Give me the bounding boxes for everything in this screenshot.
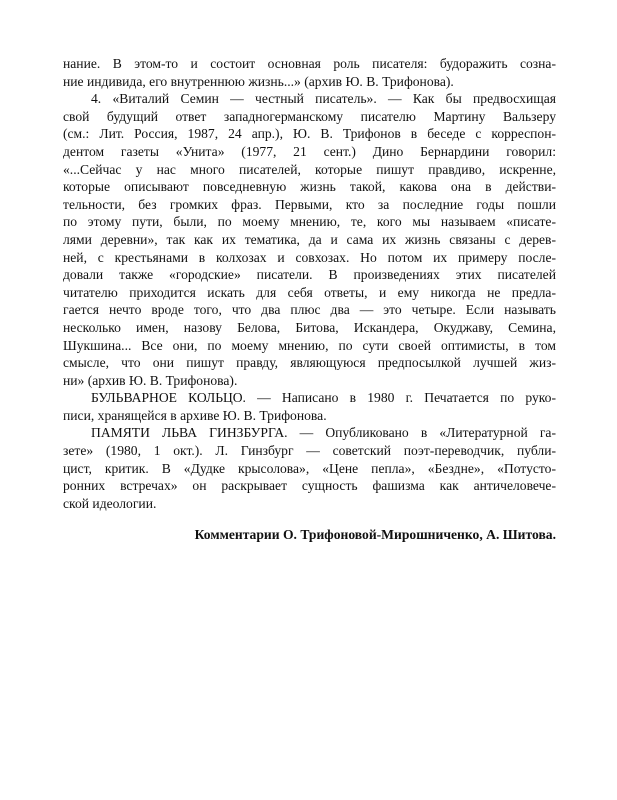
text-line: свой будущий ответ западногерманскому писателю Мартину Вальзеру: [63, 108, 556, 124]
text-line: лями деревни», так как их тематика, да и сама их жизнь связаны с дерев-: [63, 231, 556, 247]
document-page: [63, 55, 556, 544]
text-line: гается нечто вроде того, что два плюс два — это четыре. Если называть: [63, 302, 556, 318]
text-line: довали также «городские» писатели. В произведениях этих писателей: [63, 267, 556, 283]
text-line: (см.: Лит. Россия, 1987, 24 апр.), Ю. В. Трифонов в беседе с корреспон-: [63, 126, 556, 142]
text-line: ронних встречах» он раскрывает сущность фашизма как античеловече-: [63, 478, 556, 494]
text-line: читателю приходится искать для себя ответы, и ему никогда не предла-: [63, 284, 556, 300]
commentary-signature: Комментарии О. Трифоновой-Мирошниченко, А. Шитова.: [194, 527, 556, 543]
paragraph-bulvarnoe-koltso: [63, 389, 556, 424]
text-line: зете» (1980, 1 окт.). Л. Гинзбург — советский поэт-переводчик, публи-: [63, 443, 556, 459]
text-line: тельности, без громких фраз. Первыми, кто за последние годы пошли: [63, 196, 556, 212]
text-line: 4. «Виталий Семин — честный писатель». — Как бы предвосхищая: [91, 91, 556, 107]
text-line: смысле, что они пишут правду, являющуюся предпосылкой лучшей жиз-: [63, 355, 556, 371]
text-line: по этому пути, были, по моему мнению, те, кого мы называем «писате-: [63, 214, 556, 230]
text-line: ской идеологии.: [63, 495, 157, 511]
text-line: ПАМЯТИ ЛЬВА ГИНЗБУРГА. — Опубликовано в «Литературной га-: [91, 425, 556, 441]
paragraph-continuation: [63, 55, 556, 90]
text-line: которые описывают повседневную жизнь такой, какова она в действи-: [63, 179, 556, 195]
text-line: ни» (архив Ю. В. Трифонова).: [63, 372, 238, 388]
text-line: несколько имен, назову Белова, Битова, Искандера, Окуджаву, Семина,: [63, 319, 556, 335]
text-line: Шукшина... Все они, по моему мнению, по сути своей оптимисты, в том: [63, 337, 556, 353]
text-line: БУЛЬВАРНОЕ КОЛЬЦО. — Написано в 1980 г. Печатается по руко-: [91, 390, 556, 406]
text-line: цист, критик. В «Дудке крысолова», «Цене пепла», «Бездне», «Потусто-: [63, 460, 556, 476]
text-line: ней, с крестьянами в колхозах и совхозах. Но потом их примеру после-: [63, 249, 556, 265]
text-line: писи, хранящейся в архиве Ю. В. Трифонова.: [63, 407, 327, 423]
text-line: «...Сейчас у нас много писателей, которые пишут правдиво, искренне,: [63, 161, 556, 177]
text-line: ние индивида, его внутреннюю жизнь...» (архив Ю. В. Трифонова).: [63, 73, 454, 89]
text-line: дентом газеты «Унита» (1977, 21 сент.) Дино Бернардини говорил:: [63, 143, 556, 159]
paragraph-pamyati-lva-ginzburga: [63, 424, 556, 512]
text-line: нание. В этом-то и состоит основная роль писателя: будоражить созна-: [63, 56, 556, 71]
paragraph-note-4: [63, 90, 556, 389]
